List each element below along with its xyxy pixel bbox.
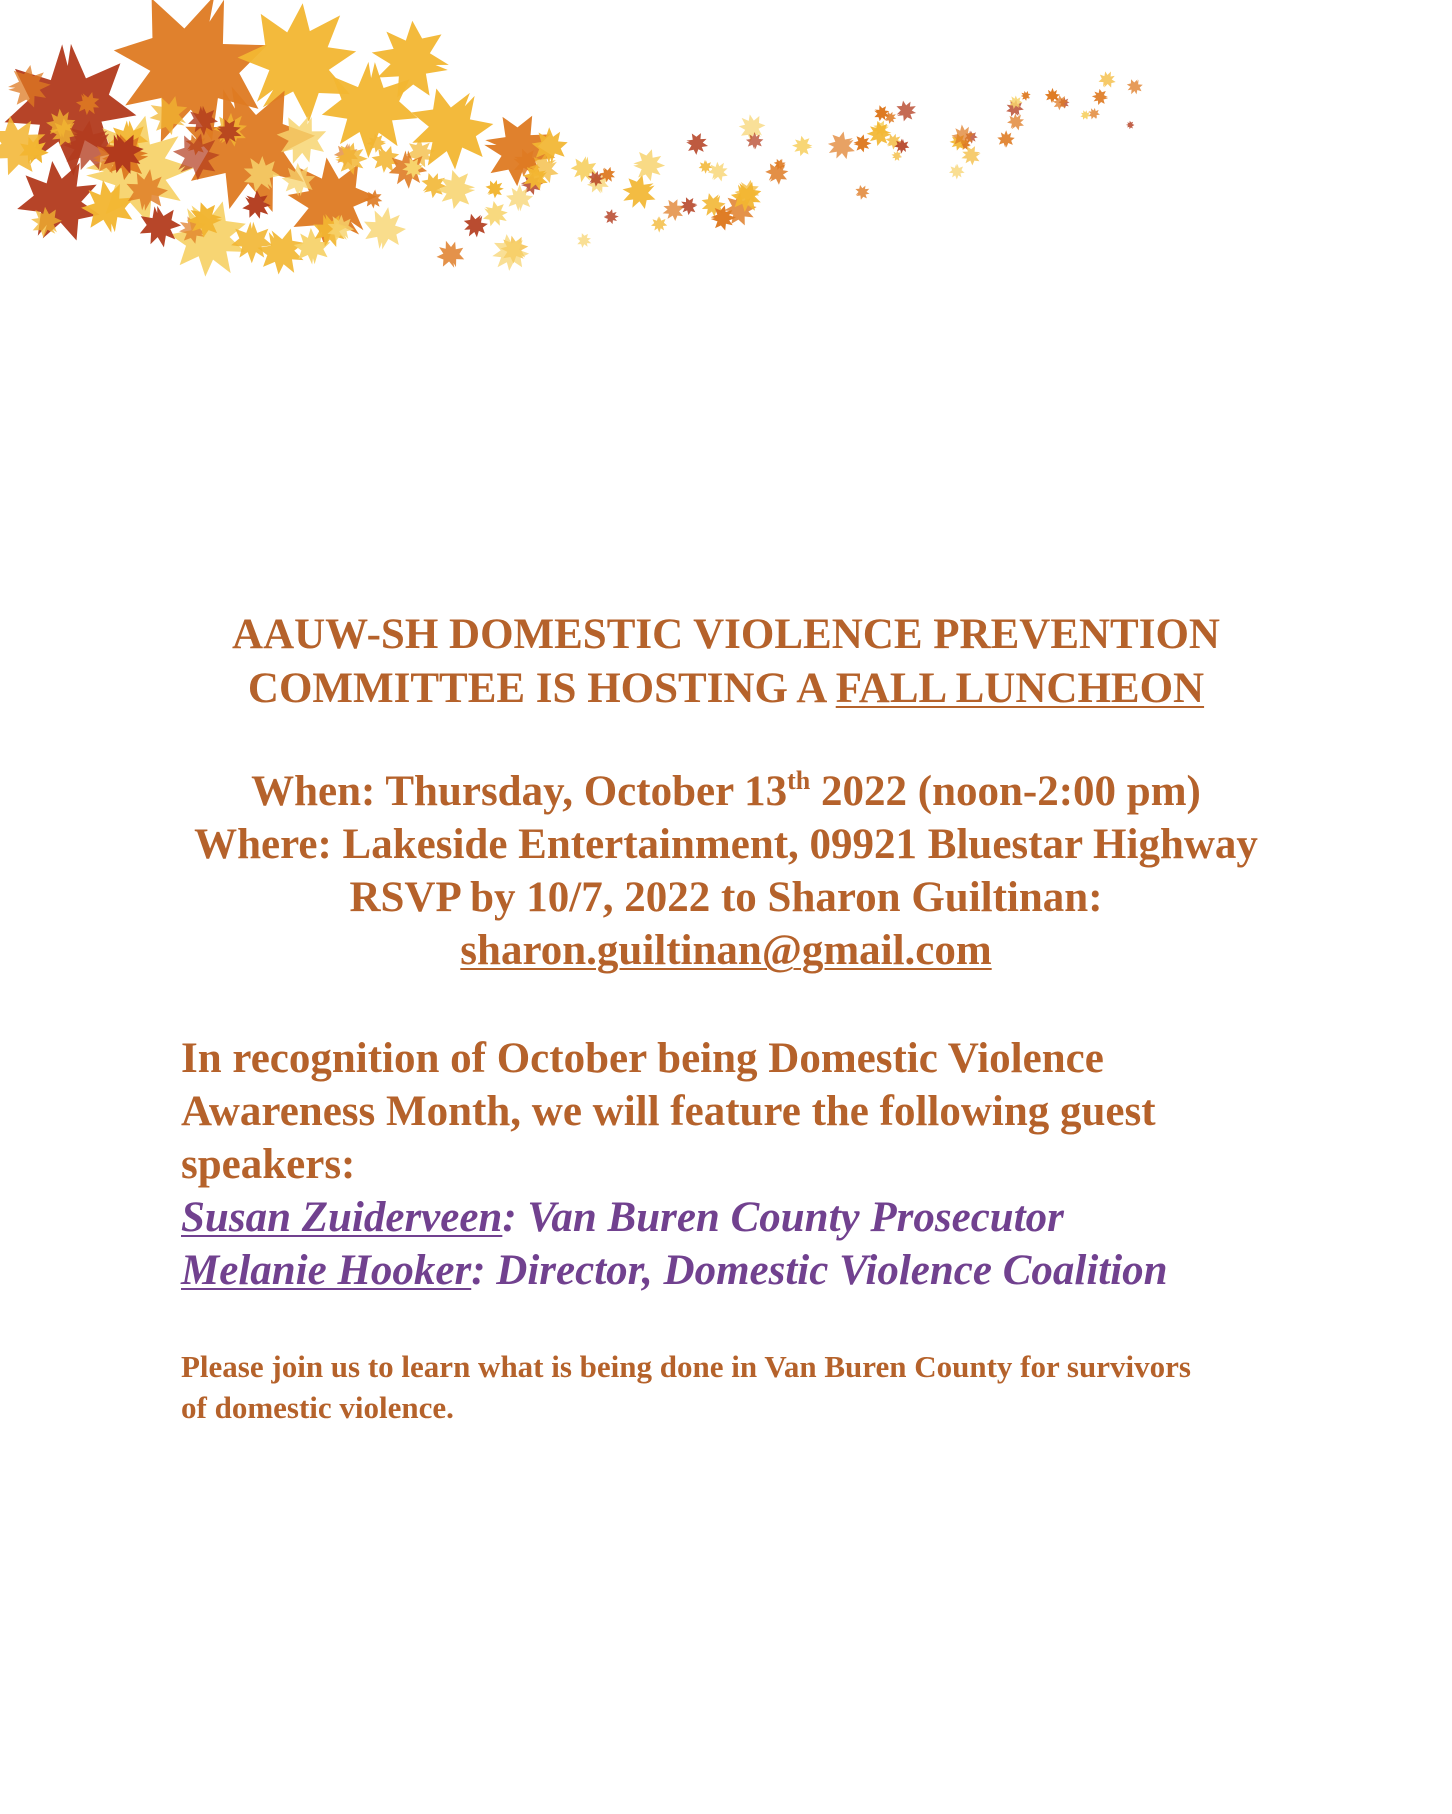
leaf-shape <box>360 186 387 213</box>
leaf-shape <box>867 121 892 146</box>
leaf-shape <box>1124 76 1146 98</box>
leaf-shape <box>483 227 535 279</box>
leaf-shape <box>854 134 872 152</box>
when-line <box>0 765 1452 818</box>
speaker-name: Melanie Hooker <box>181 1247 472 1294</box>
speaker-role: : Van Buren County Prosecutor <box>502 1194 1064 1241</box>
leaf-shape <box>853 182 873 202</box>
leaf-shape <box>615 169 662 216</box>
speaker-item <box>181 1191 1381 1244</box>
autumn-leaves-icon <box>0 0 1200 340</box>
leaf-shape <box>949 164 965 180</box>
speaker-name: Susan Zuiderveen <box>181 1194 503 1241</box>
leaf-shape <box>574 231 594 251</box>
leaf-shape <box>433 236 469 272</box>
where-line: Where: Lakeside Entertainment, 09921 Bluestar Highway <box>194 821 1258 868</box>
leaf-shape <box>684 131 710 157</box>
heading-line-2-text: COMMITTEE IS HOSTING A <box>247 665 836 712</box>
leaf-shape <box>704 157 732 185</box>
heading-line-1: AAUW-SH DOMESTIC VIOLENCE PREVENTION <box>232 611 1220 658</box>
intro-line-1: In recognition of October being Domestic Violence <box>181 1035 1104 1082</box>
leaf-shape <box>651 216 667 232</box>
leaf-shape <box>997 130 1015 148</box>
speaker-role: : Director, Domestic Violence Coalition <box>471 1247 1168 1294</box>
leaf-shape <box>1019 89 1033 103</box>
leaf-shape <box>604 209 620 225</box>
leaf-cluster <box>0 0 1145 294</box>
leaf-shape <box>482 176 508 202</box>
leaf-shape <box>659 196 687 224</box>
closing-line-1: Please join us to learn what is being done in Van Buren County for survivors <box>181 1349 1191 1384</box>
intro-line-3: speakers: <box>181 1141 356 1188</box>
when-time: 2022 (noon-2:00 pm) <box>810 768 1201 815</box>
date-ordinal-suffix: th <box>787 766 811 795</box>
leaf-shape <box>892 97 920 125</box>
leaf-shape <box>791 135 812 156</box>
heading-line-2 <box>0 662 1452 716</box>
leaf-shape <box>1091 88 1109 106</box>
rsvp-email-link[interactable]: sharon.guiltinan@gmail.com <box>460 927 992 974</box>
intro-line-2: Awareness Month, we will feature the following guest <box>181 1088 1156 1135</box>
leaf-shape <box>1096 68 1119 91</box>
rsvp-line: RSVP by 10/7, 2022 to Sharon Guiltinan: <box>349 874 1103 921</box>
intro-paragraph <box>181 1032 1331 1191</box>
leaf-shape <box>633 149 666 182</box>
leaf-shape <box>458 209 492 243</box>
closing-note <box>181 1346 1361 1428</box>
speaker-item <box>181 1244 1381 1297</box>
leaf-shape <box>822 127 861 166</box>
event-heading <box>0 608 1452 716</box>
closing-line-2: of domestic violence. <box>181 1390 454 1425</box>
leaf-shape <box>360 203 409 252</box>
when-date: When: Thursday, October 13 <box>251 768 788 815</box>
fall-luncheon-label: FALL LUNCHEON <box>835 665 1205 712</box>
speaker-list <box>181 1191 1381 1297</box>
leaf-shape <box>435 169 475 209</box>
event-details <box>0 765 1452 977</box>
leaf-shape <box>1126 121 1135 130</box>
